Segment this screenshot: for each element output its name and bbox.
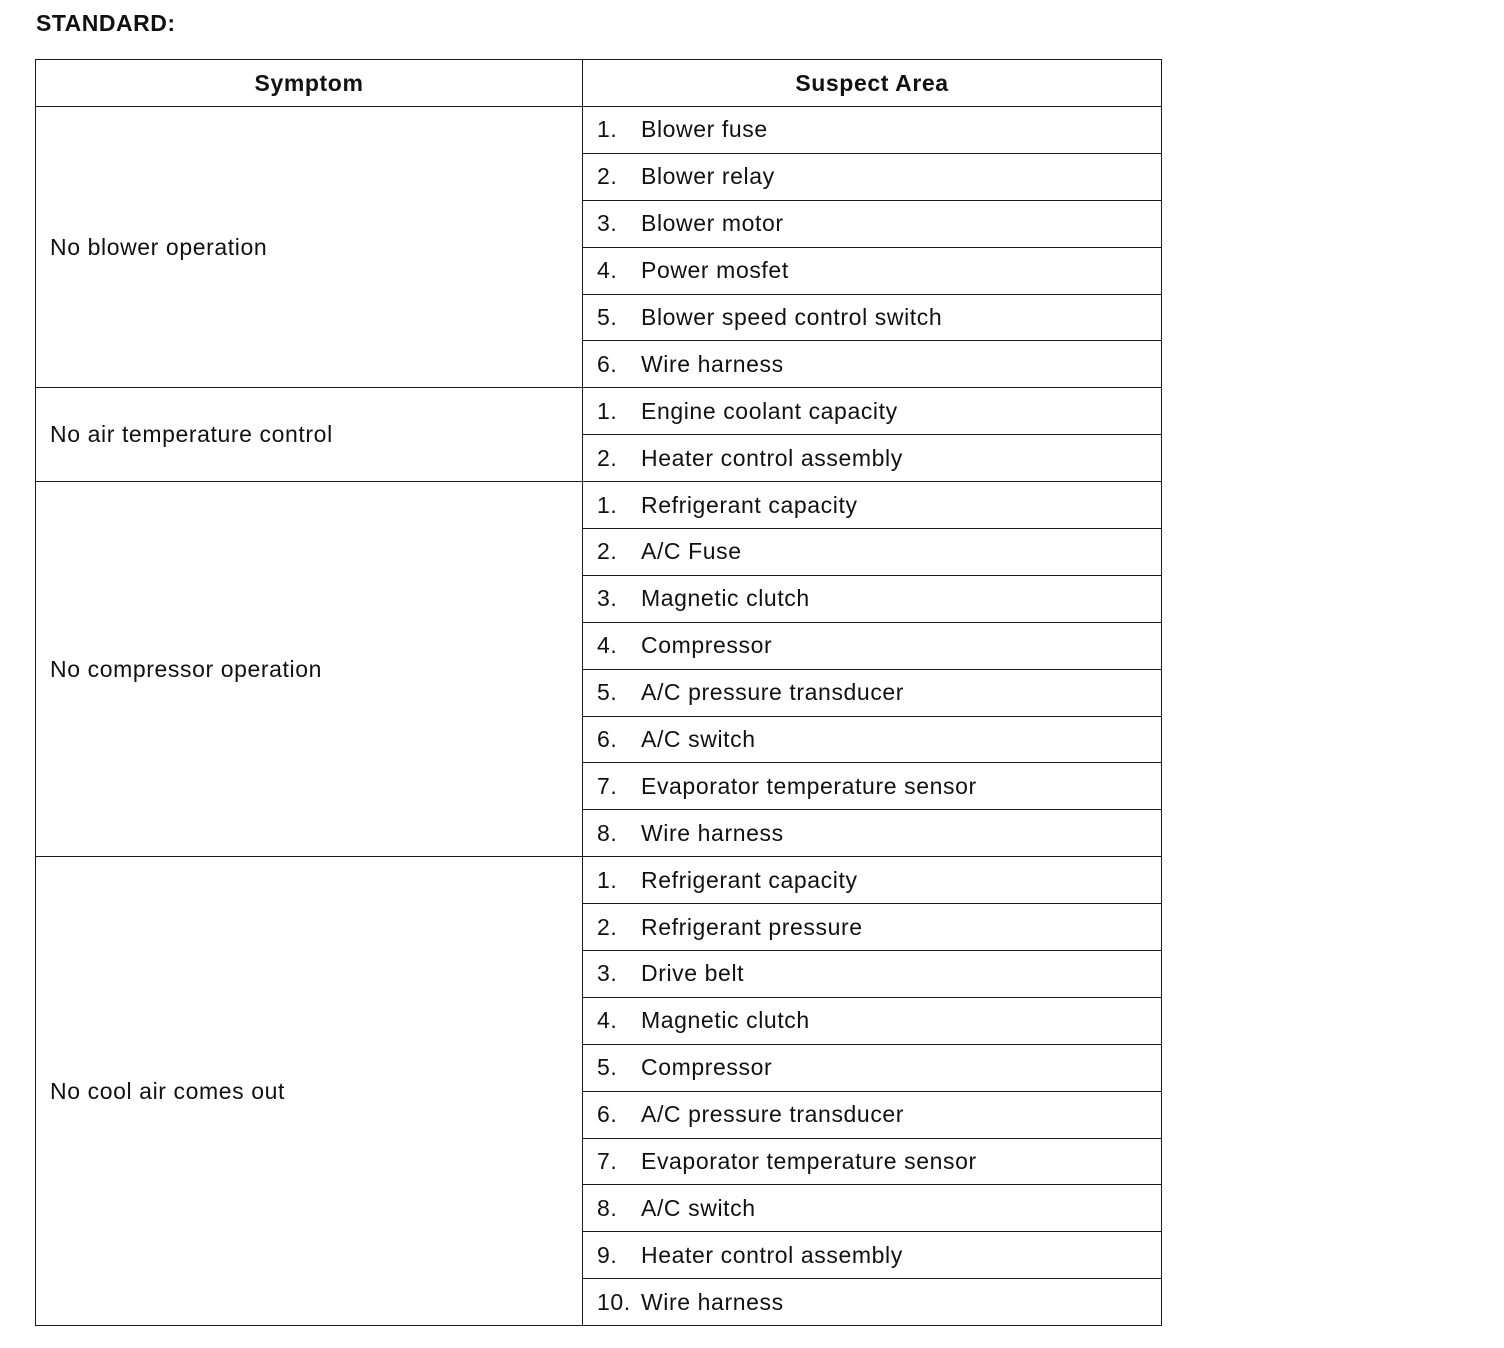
item-text: Evaporator temperature sensor [641,772,977,799]
suspect-area-cell [583,247,1162,294]
item-text: Wire harness [641,1288,784,1315]
item-number: 2. [597,913,618,940]
suspect-area-cell [583,997,1162,1044]
suspect-area-cell [583,1044,1162,1091]
table-row [36,107,1162,154]
suspect-area-cell [583,200,1162,247]
item-text: Wire harness [641,350,784,377]
item-text: Heater control assembly [641,444,903,471]
suspect-area-cell [583,763,1162,810]
item-text: Blower relay [641,163,775,190]
suspect-area-cell [583,716,1162,763]
item-number: 4. [597,1007,618,1034]
item-number: 6. [597,1101,618,1128]
item-number: 1. [597,116,618,143]
item-number: 2. [597,163,618,190]
suspect-area-cell [583,669,1162,716]
symptom-cell: No air temperature control [36,388,583,482]
item-text: Compressor [641,632,773,659]
item-text: Wire harness [641,819,784,846]
suspect-area-cell [583,575,1162,622]
suspect-area-cell [583,904,1162,951]
item-text: A/C pressure transducer [641,679,905,706]
item-text: Drive belt [641,960,745,987]
symptom-cell: No compressor operation [36,482,583,857]
item-number: 1. [597,491,618,518]
suspect-area-cell [583,622,1162,669]
suspect-area-cell [583,153,1162,200]
symptom-cell: No blower operation [36,107,583,388]
suspect-area-cell [583,1185,1162,1232]
suspect-area-cell [583,107,1162,154]
item-text: Blower motor [641,210,784,237]
item-text: Magnetic clutch [641,1007,810,1034]
header-symptom: Symptom [36,60,583,107]
item-number: 10. [597,1288,631,1315]
suspect-area-cell [583,951,1162,998]
item-text: A/C switch [641,726,756,753]
item-text: Compressor [641,1054,773,1081]
item-text: Blower fuse [641,116,768,143]
table-row [36,482,1162,529]
suspect-area-cell [583,810,1162,857]
item-text: Refrigerant capacity [641,491,858,518]
item-number: 4. [597,632,618,659]
item-number: 5. [597,304,618,330]
suspect-area-cell [583,1091,1162,1138]
item-number: 2. [597,538,618,565]
header-row [36,60,1162,107]
item-number: 5. [597,1054,618,1081]
header-suspect-area: Suspect Area [583,60,1162,107]
item-text: Heater control assembly [641,1241,903,1268]
suspect-area-cell [583,857,1162,904]
item-text: Engine coolant capacity [641,397,898,424]
item-text: Blower speed control switch [641,304,943,330]
suspect-area-cell [583,388,1162,435]
suspect-area-cell [583,529,1162,576]
item-text: A/C switch [641,1194,756,1221]
item-text: Evaporator temperature sensor [641,1148,977,1175]
suspect-area-cell [583,435,1162,482]
suspect-area-cell [583,294,1162,341]
item-text: Refrigerant pressure [641,913,863,940]
table-body [36,107,1162,1326]
suspect-area-cell [583,1138,1162,1185]
item-number: 8. [597,819,618,846]
item-number: 5. [597,679,618,706]
suspect-area-cell [583,482,1162,529]
item-text: A/C pressure transducer [641,1101,905,1128]
suspect-area-cell [583,1279,1162,1326]
table-row [36,857,1162,904]
item-number: 6. [597,350,618,377]
item-number: 1. [597,866,618,893]
suspect-area-cell [583,341,1162,388]
item-text: Magnetic clutch [641,585,810,612]
document-title: STANDARD: [36,10,176,36]
item-number: 3. [597,960,618,987]
item-text: Refrigerant capacity [641,866,858,893]
symptom-cell: No cool air comes out [36,857,583,1326]
item-number: 7. [597,1148,618,1175]
item-number: 4. [597,257,618,284]
item-text: A/C Fuse [641,538,742,565]
symptom-table [35,59,1162,1326]
item-text: Power mosfet [641,257,789,284]
suspect-area-cell [583,1232,1162,1279]
item-number: 1. [597,397,618,424]
table-row [36,388,1162,435]
item-number: 7. [597,772,618,799]
item-number: 2. [597,444,618,471]
item-number: 8. [597,1194,618,1221]
item-number: 6. [597,726,618,753]
item-number: 3. [597,210,618,237]
item-number: 3. [597,585,618,612]
item-number: 9. [597,1241,618,1268]
